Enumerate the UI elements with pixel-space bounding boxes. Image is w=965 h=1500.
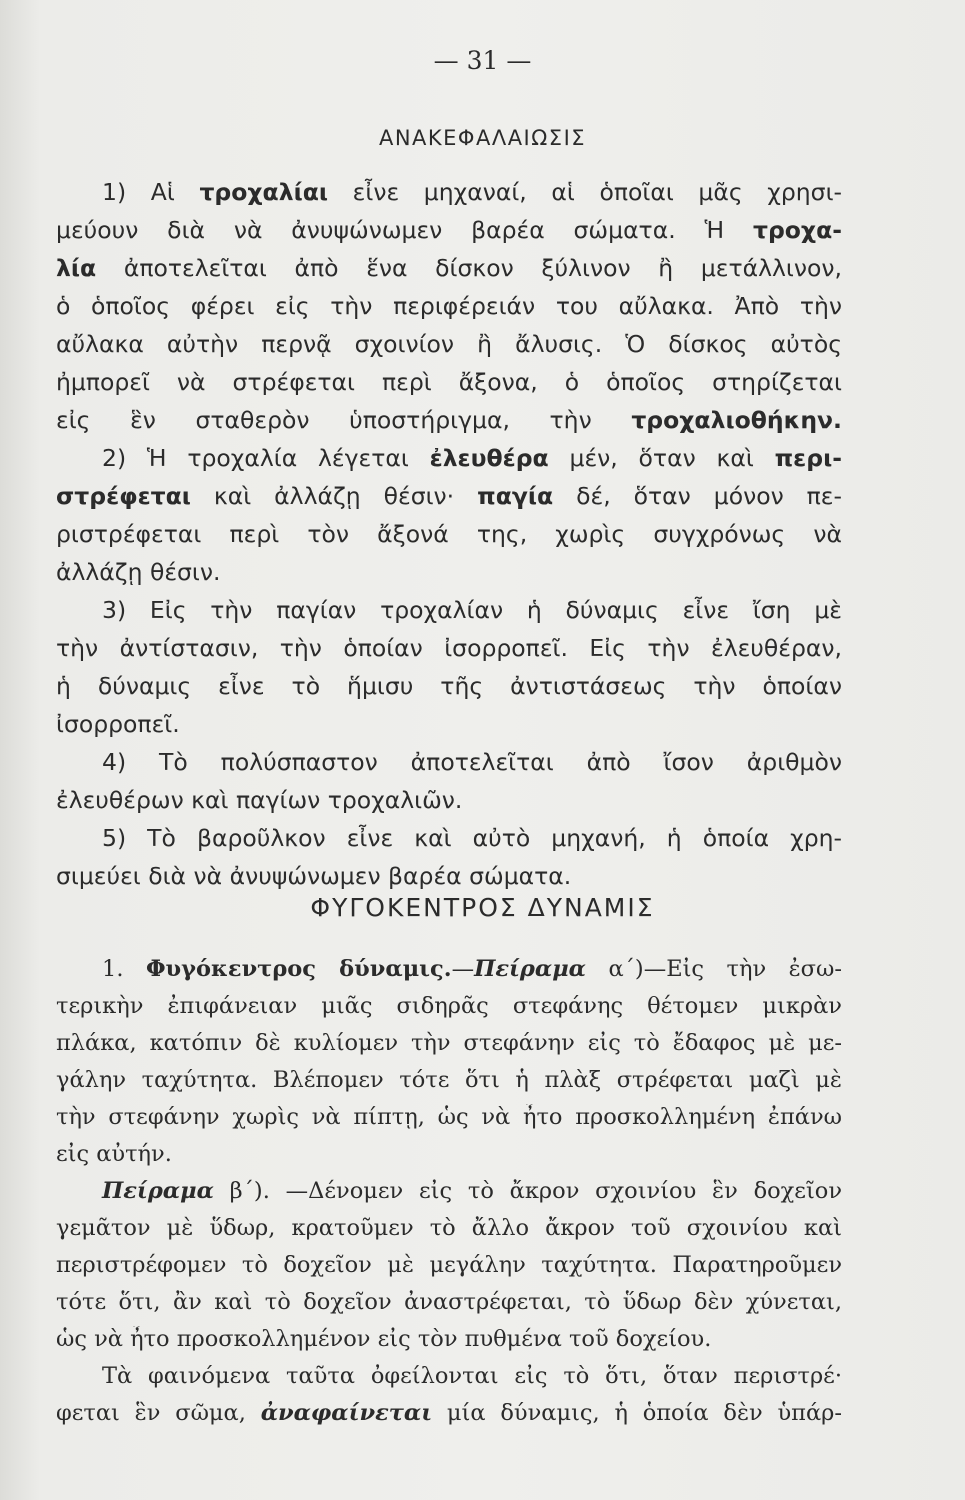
text-line: Τὰ φαινόμενα ταῦτα ὀφείλονται εἰς τὸ ὅτι, ὅταν περιστρέ· — [102, 1363, 842, 1389]
text-line: Πείραμα β΄). —Δένομεν εἰς τὸ ἄκρον σχοινίου ἓν δοχεῖον — [102, 1178, 842, 1204]
text-line: ριστρέφεται περὶ τὸν ἄξονά της, χωρὶς συγχρόνως νὰ — [56, 520, 842, 548]
text-line: πλάκα, κατόπιν δὲ κυλίομεν τὴν στεφάνην εἰς τὸ ἔδαφος μὲ με- — [56, 1030, 842, 1056]
text-line: εἰς αὐτήν. — [56, 1141, 172, 1167]
section-heading-centrifugal-force: ΦΥΓΟΚΕΝΤΡΟΣ ΔΥΝΑΜΙΣ — [310, 893, 655, 922]
text-line: ὁ ὁποῖος φέρει εἰς τὴν περιφέρειάν του αὔλακα. Ἀπὸ τὴν — [56, 292, 842, 320]
text-line: τὴν ἀντίστασιν, τὴν ὁποίαν ἰσορροπεῖ. Εἰς τὴν ἐλευθέραν, — [56, 634, 842, 662]
text-line: ὡς νὰ ἦτο προσκολλημένον εἰς τὸν πυθμένα τοῦ δοχείου. — [56, 1326, 712, 1352]
text-line: στρέφεται καὶ ἀλλάζῃ θέσιν· παγία δέ, ὅταν μόνον πε- — [56, 482, 842, 510]
text-line: γεμᾶτον μὲ ὕδωρ, κρατοῦμεν τὸ ἄλλο ἄκρον τοῦ σχοινίου καὶ — [56, 1215, 842, 1241]
text-line: 1) Αἱ τροχαλίαι εἶνε μηχαναί, αἱ ὁποῖαι μᾶς χρησι- — [102, 178, 842, 206]
text-line: ἀλλάζῃ θέσιν. — [56, 558, 221, 586]
text-line: αὔλακα αὐτὴν περνᾷ σχοινίον ἢ ἄλυσις. Ὁ δίσκος αὐτὸς — [56, 330, 842, 358]
text-line: τερικὴν ἐπιφάνειαν μιᾶς σιδηρᾶς στεφάνης θέτομεν μικρὰν — [56, 993, 842, 1019]
section-heading-summary: ΑΝΑΚΕΦΑΛΑΙΩΣΙΣ — [378, 126, 587, 150]
text-line: τὴν στεφάνην χωρὶς νὰ πίπτῃ, ὡς νὰ ἦτο προσκολλημένη ἐπάνω — [56, 1104, 842, 1130]
text-line: 5) Τὸ βαροῦλκον εἶνε καὶ αὐτὸ μηχανή, ἡ ὁποία χρη- — [102, 824, 842, 852]
text-line: φεται ἓν σῶμα, ἀναφαίνεται μία δύναμις, ἡ ὁποία δὲν ὑπάρ- — [56, 1400, 842, 1426]
text-line: γάλην ταχύτητα. Βλέπομεν τότε ὅτι ἡ πλὰξ στρέφεται μαζὶ μὲ — [56, 1067, 842, 1093]
text-line: 1. Φυγόκεντρος δύναμις.—Πείραμα α΄)—Εἰς τὴν ἐσω- — [102, 956, 842, 982]
text-line: 2) Ἡ τροχαλία λέγεται ἐλευθέρα μέν, ὅταν καὶ περι- — [102, 444, 842, 472]
text-line: ἰσορροπεῖ. — [56, 710, 180, 738]
text-line: ἐλευθέρων καὶ παγίων τροχαλιῶν. — [56, 786, 463, 814]
text-line: 3) Εἰς τὴν παγίαν τροχαλίαν ἡ δύναμις εἶνε ἴση μὲ — [102, 596, 842, 624]
page-number: — 31 — — [433, 46, 532, 75]
text-line: περιστρέφομεν τὸ δοχεῖον μὲ μεγάλην ταχύτητα. Παρατηροῦμεν — [56, 1252, 842, 1278]
text-line: 4) Τὸ πολύσπαστον ἀποτελεῖται ἀπὸ ἴσον ἀριθμὸν — [102, 748, 842, 776]
text-line: μεύουν διὰ νὰ ἀνυψώνωμεν βαρέα σώματα. Ἡ τροχα- — [56, 216, 842, 244]
text-line: ἡ δύναμις εἶνε τὸ ἥμισυ τῆς ἀντιστάσεως τὴν ὁποίαν — [56, 672, 842, 700]
text-line: ἠμπορεῖ νὰ στρέφεται περὶ ἄξονα, ὁ ὁποῖος στηρίζεται — [56, 368, 842, 396]
text-line: τότε ὅτι, ἂν καὶ τὸ δοχεῖον ἀναστρέφεται, τὸ ὕδωρ δὲν χύνεται, — [56, 1289, 842, 1315]
text-line: λία ἀποτελεῖται ἀπὸ ἕνα δίσκον ξύλινον ἢ μετάλλινον, — [56, 254, 842, 282]
text-line: εἰς ἓν σταθερὸν ὑποστήριγμα, τὴν τροχαλιοθήκην. — [56, 406, 842, 434]
text-line: σιμεύει διὰ νὰ ἀνυψώνωμεν βαρέα σώματα. — [56, 862, 572, 890]
